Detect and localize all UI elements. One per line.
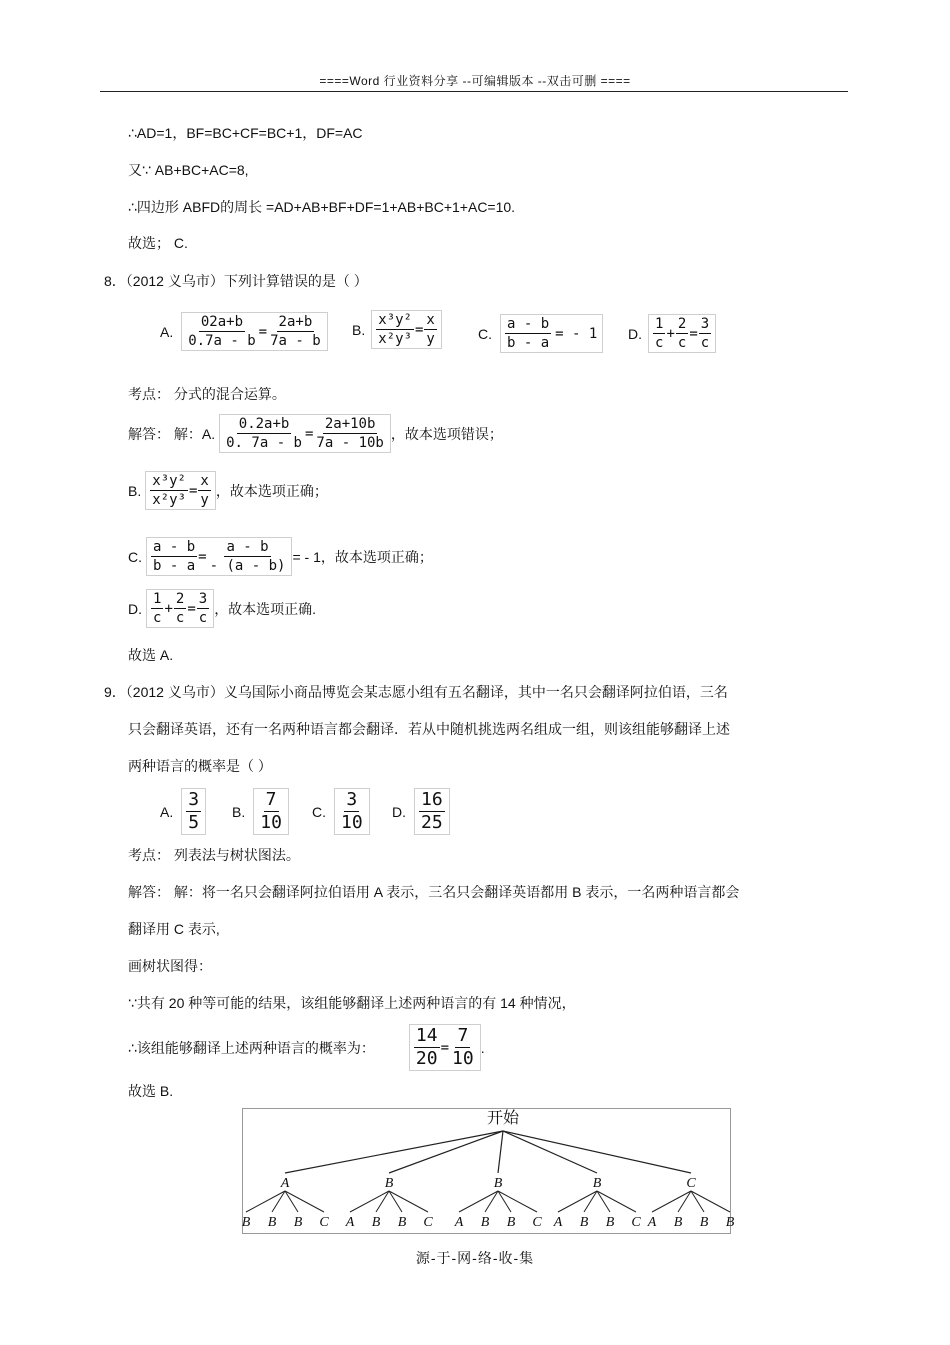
numerator: 1 xyxy=(655,316,664,332)
q9-option-a-fraction xyxy=(181,788,206,835)
tree-branch xyxy=(459,1191,498,1212)
tree-leaf-node: B xyxy=(699,1215,709,1230)
denominator: c xyxy=(700,335,710,351)
q8-kaodian: 考点： 分式的混合运算。 xyxy=(128,386,286,402)
denominator: x²y³ xyxy=(152,492,186,508)
numerator: x³y² xyxy=(152,473,186,489)
q8-stem: 8．（2012 义乌市）下列计算错误的是（ ） xyxy=(104,273,368,289)
q8-option-a xyxy=(160,312,328,351)
tree-branch xyxy=(389,1131,503,1173)
q9-kaodian: 考点： 列表法与树状图法。 xyxy=(128,847,300,863)
tree-leaf-node: B xyxy=(293,1215,303,1230)
option-label: B. xyxy=(128,482,142,499)
q8-option-b xyxy=(352,310,442,349)
q9-count-line: ∵共有 20 种等可能的结果，该组能够翻译上述两种语言的有 14 种情况， xyxy=(128,995,576,1011)
tree-branch xyxy=(558,1191,597,1212)
tree-level1-node: B xyxy=(592,1176,602,1191)
q8-option-c-formula xyxy=(500,314,603,353)
numerator: 14 xyxy=(415,1025,438,1046)
q8-solution-d xyxy=(128,589,316,628)
equals-sign: = xyxy=(414,321,424,338)
denominator: 0.7a - b xyxy=(188,333,256,349)
numerator: 2a+b xyxy=(278,314,313,330)
numerator: 3 xyxy=(188,789,200,810)
q8-solution-b-formula xyxy=(145,471,216,510)
equals-sign: = xyxy=(188,482,198,499)
denominator: x²y³ xyxy=(378,331,412,347)
q9-probability-formula xyxy=(409,1024,481,1071)
tree-leaf-node: B xyxy=(605,1215,615,1230)
tree-branch xyxy=(503,1131,691,1173)
tree-leaf-node: C xyxy=(423,1215,433,1230)
option-label: B. xyxy=(232,803,246,820)
tree-leaf-node: B xyxy=(480,1215,490,1230)
plus-sign: + xyxy=(666,325,675,342)
numerator: x xyxy=(200,473,209,489)
denominator: 5 xyxy=(188,812,200,833)
solution-tail: ，故本选项错误； xyxy=(390,425,503,442)
q8-option-d-formula xyxy=(648,314,716,353)
q8-option-a-formula xyxy=(181,312,327,351)
option-label: C. xyxy=(312,803,326,820)
numerator: 7 xyxy=(265,789,277,810)
equals-sign: = xyxy=(258,323,268,340)
q9-solution-line-1: 解答： 解：将一名只会翻译阿拉伯语用 A 表示，三名只会翻译英语都用 B 表示，一名两种语言都会 xyxy=(128,884,740,900)
numerator: a - b xyxy=(507,316,550,332)
option-label: A. xyxy=(160,323,174,340)
tree-branch xyxy=(389,1191,428,1212)
q9-stem-line-2: 只会翻译英语，还有一名两种语言都会翻译．若从中随机挑选两名组成一组，则该组能够翻译上述 xyxy=(128,721,730,737)
tree-branch xyxy=(597,1191,636,1212)
prev-line-2: 又∵ AB+BC+AC=8, xyxy=(128,162,249,178)
tree-leaf-node: B xyxy=(725,1215,735,1230)
denominator: c xyxy=(677,335,687,351)
option-label: D. xyxy=(128,600,142,617)
page-footer: 源-于-网-络-收-集 xyxy=(415,1250,535,1266)
option-label: A. xyxy=(160,803,174,820)
tree-leaf-node: C xyxy=(532,1215,542,1230)
q9-stem-line-1: 9．（2012 义乌市）义乌国际小商品博览会某志愿小组有五名翻译，其中一名只会翻译阿拉伯语，三名 xyxy=(104,684,728,700)
tree-leaf-node: B xyxy=(241,1215,251,1230)
q8-option-d xyxy=(628,314,716,353)
q8-solution-b xyxy=(128,471,328,510)
numerator: x³y² xyxy=(378,312,412,328)
tree-branch xyxy=(350,1191,389,1212)
tree-branch xyxy=(285,1191,324,1212)
q8-solution-a xyxy=(128,414,503,453)
denominator: b - a xyxy=(507,335,550,351)
denominator: y xyxy=(200,492,209,508)
numerator: 0.2a+b xyxy=(238,416,290,432)
solution-tail: = - 1，故本选项正确； xyxy=(292,548,433,565)
option-label: B. xyxy=(352,321,366,338)
tree-level1-node: B xyxy=(384,1176,394,1191)
q9-option-b xyxy=(232,788,289,835)
tree-root-label: 开始 xyxy=(486,1110,520,1127)
q9-option-b-fraction xyxy=(253,788,289,835)
q8-solution-c-formula xyxy=(146,537,292,576)
period: . xyxy=(480,1039,485,1056)
prev-answer: 故选； C. xyxy=(128,235,188,251)
numerator: 16 xyxy=(421,789,443,810)
denominator: - (a - b) xyxy=(209,558,286,574)
tree-leaf-node: B xyxy=(397,1215,407,1230)
tree-leaf-node: B xyxy=(673,1215,683,1230)
probability-label: ∴该组能够翻译上述两种语言的概率为： xyxy=(128,1039,375,1056)
header-rule xyxy=(100,91,848,92)
numerator: a - b xyxy=(153,539,196,555)
tree-leaf-node: A xyxy=(553,1215,563,1230)
tree-leaf-node: A xyxy=(345,1215,355,1230)
tree-level1-node: A xyxy=(280,1176,290,1191)
q9-solution-line-2: 翻译用 C 表示, xyxy=(128,921,220,937)
denominator: c xyxy=(175,610,185,626)
numerator: x xyxy=(426,312,435,328)
numerator: 2a+10b xyxy=(324,416,376,432)
numerator: 2 xyxy=(677,316,687,332)
option-label: C. xyxy=(478,325,492,342)
tree-leaf-node: B xyxy=(506,1215,516,1230)
numerator: 02a+b xyxy=(200,314,244,330)
numerator: 1 xyxy=(153,591,162,607)
solution-tail: ，故本选项正确； xyxy=(215,482,328,499)
tree-level1-node: B xyxy=(493,1176,503,1191)
tree-branch xyxy=(498,1191,537,1212)
plus-sign: + xyxy=(164,600,173,617)
denominator: 7a - b xyxy=(270,333,321,349)
tree-leaf-node: A xyxy=(647,1215,657,1230)
page-header: ====Word 行业资料分享 --可编辑版本 --双击可删 ==== xyxy=(319,74,631,88)
denominator: 25 xyxy=(421,812,443,833)
q9-option-a xyxy=(160,788,206,835)
q9-probability-line xyxy=(128,1024,485,1071)
denominator: y xyxy=(426,331,435,347)
q9-stem-line-3: 两种语言的概率是（ ） xyxy=(128,758,272,774)
solution-prefix: 解答： 解：A. xyxy=(128,425,216,442)
numerator: 2 xyxy=(175,591,185,607)
numerator: 3 xyxy=(700,316,710,332)
denominator: 20 xyxy=(415,1048,438,1069)
denominator: 10 xyxy=(452,1048,474,1069)
q9-option-d xyxy=(392,788,450,835)
equals-sign: = xyxy=(689,325,698,342)
q8-option-c xyxy=(478,314,603,353)
tree-branch xyxy=(498,1131,503,1173)
numerator: 3 xyxy=(198,591,208,607)
equals-sign: = xyxy=(198,548,207,565)
denominator: c xyxy=(655,335,664,351)
q9-tree-intro: 画树状图得： xyxy=(128,958,212,974)
tree-branch xyxy=(246,1191,285,1212)
tree-diagram xyxy=(241,1108,735,1234)
prev-line-1: ∴AD=1，BF=BC+CF=BC+1，DF=AC xyxy=(128,125,363,141)
tree-branch xyxy=(285,1131,503,1173)
tree-leaf-node: C xyxy=(631,1215,641,1230)
tree-leaf-node: B xyxy=(371,1215,381,1230)
denominator: c xyxy=(198,610,208,626)
q8-solution-d-formula xyxy=(146,589,214,628)
prev-line-3: ∴四边形 ABFD的周长 =AD+AB+BF+DF=1+AB+BC+1+AC=10. xyxy=(128,199,516,215)
tree-branch xyxy=(652,1191,691,1212)
q9-option-c xyxy=(312,788,370,835)
tree-leaf-node: C xyxy=(319,1215,329,1230)
denominator: 0. 7a - b xyxy=(226,435,302,451)
q9-option-c-fraction xyxy=(334,788,370,835)
denominator: b - a xyxy=(153,558,196,574)
tree-leaf-node: A xyxy=(454,1215,464,1230)
tree-branch xyxy=(691,1191,730,1212)
tree-leaf-node: B xyxy=(267,1215,277,1230)
equals-rest: = - 1 xyxy=(555,325,598,342)
equals-sign: = xyxy=(440,1039,450,1056)
equals-sign: = xyxy=(304,425,314,442)
tree-branch xyxy=(503,1131,597,1173)
option-label: C. xyxy=(128,548,142,565)
q8-solution-c xyxy=(128,537,433,576)
option-label: D. xyxy=(628,325,642,342)
denominator: c xyxy=(153,610,162,626)
tree-leaf-node: B xyxy=(579,1215,589,1230)
solution-tail: ，故本选项正确. xyxy=(214,600,317,617)
equals-sign: = xyxy=(187,600,196,617)
q9-option-d-fraction xyxy=(414,788,450,835)
tree-diagram-svg xyxy=(241,1109,735,1233)
option-label: D. xyxy=(392,803,406,820)
tree-level1-node: C xyxy=(686,1176,696,1191)
denominator: 10 xyxy=(341,812,363,833)
numerator: 7 xyxy=(457,1025,469,1046)
q8-option-b-formula xyxy=(371,310,442,349)
numerator: a - b xyxy=(226,539,269,555)
q8-answer: 故选 A. xyxy=(128,647,174,663)
denominator: 7a - 10b xyxy=(316,435,384,451)
denominator: 10 xyxy=(260,812,282,833)
q9-answer: 故选 B. xyxy=(128,1083,174,1099)
q8-solution-a-formula xyxy=(219,414,391,453)
numerator: 3 xyxy=(346,789,358,810)
